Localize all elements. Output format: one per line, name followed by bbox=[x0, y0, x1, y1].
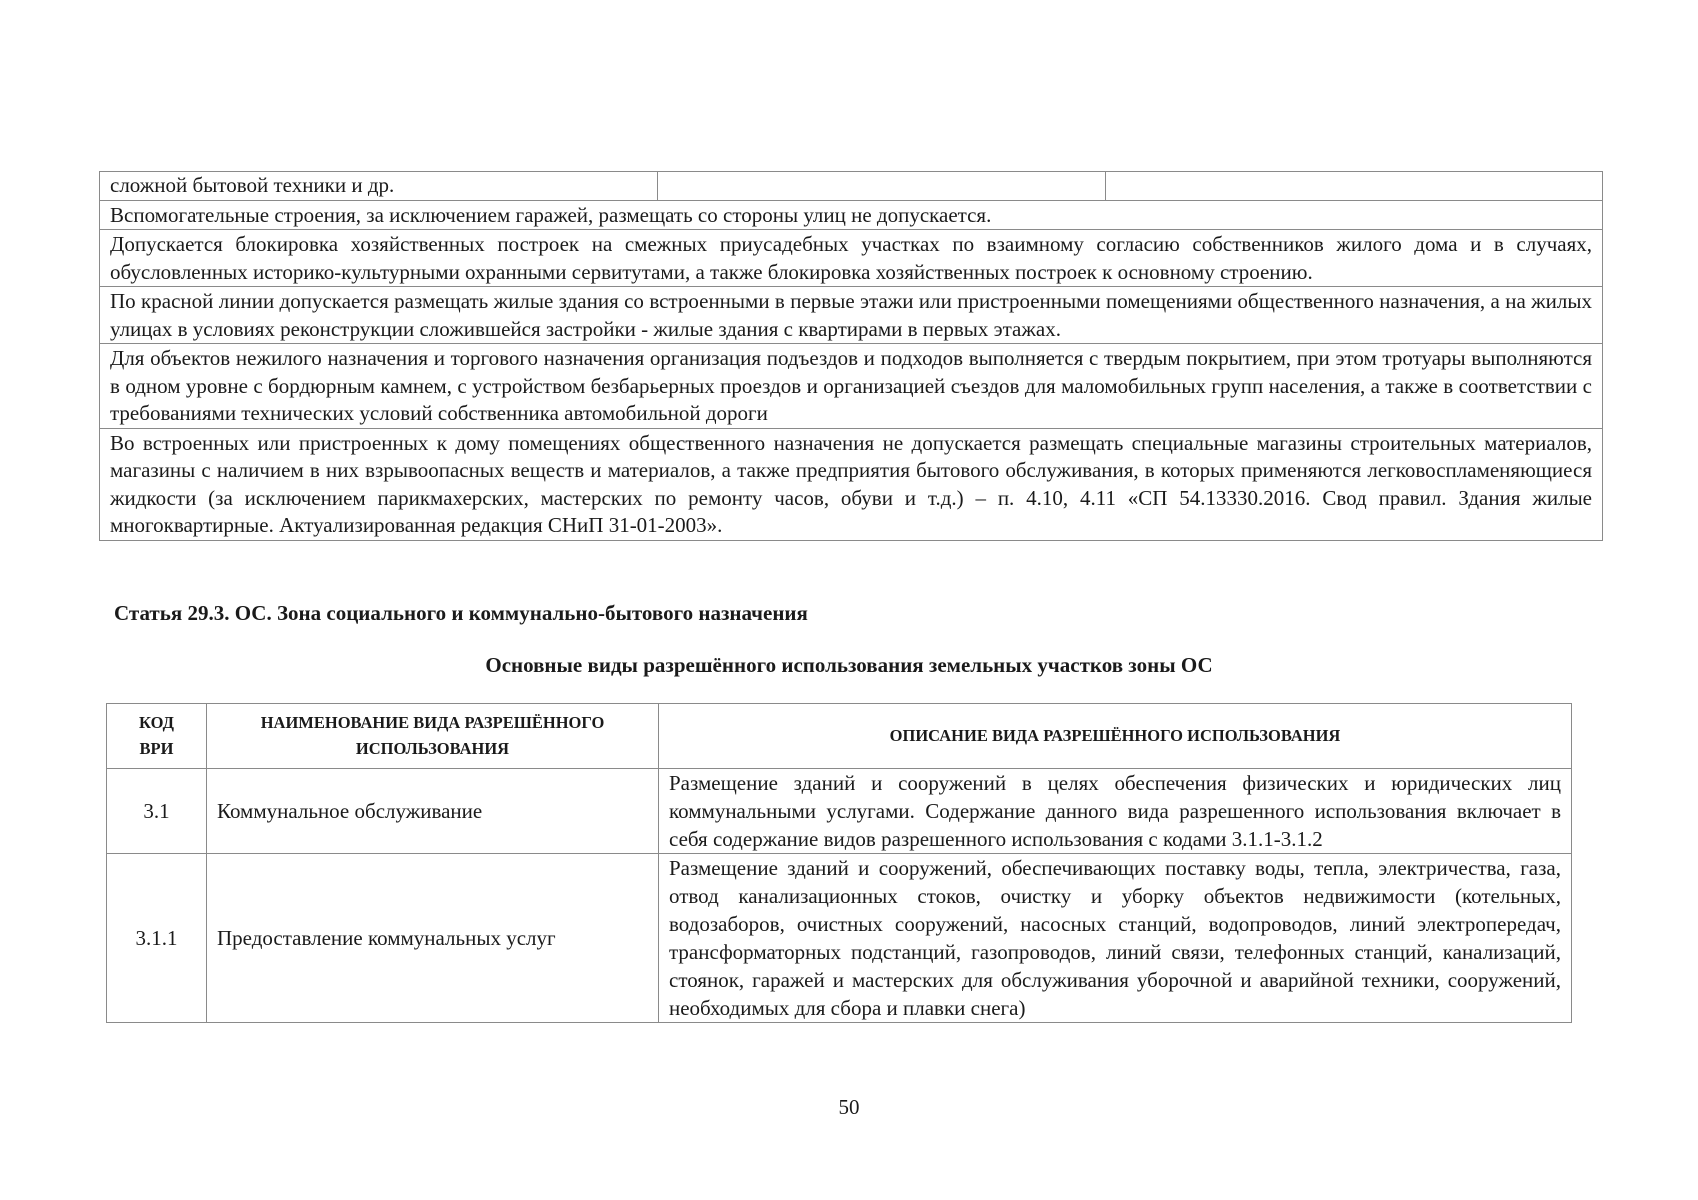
table-row bbox=[100, 428, 1603, 540]
header-code bbox=[107, 704, 207, 769]
name-cell: Предоставление коммунальных услуг bbox=[207, 854, 659, 1023]
header-desc: ОПИСАНИЕ ВИДА РАЗРЕШЁННОГО ИСПОЛЬЗОВАНИЯ bbox=[659, 704, 1572, 769]
table-row bbox=[107, 854, 1572, 1023]
continuation-table bbox=[99, 171, 1603, 541]
header-name-line1: НАИМЕНОВАНИЕ ВИДА РАЗРЕШЁННОГО bbox=[260, 713, 605, 732]
header-name bbox=[207, 704, 659, 769]
header-code-line1: КОД bbox=[139, 713, 174, 732]
table-cell: Для объектов нежилого назначения и торгового назначения организация подъездов и подходов выполняется с твердым покрытием, при этом тротуары выполняются в одном уровне с бордюрным камнем, с устройством безбарьерных проездов и организацией съездов для маломобильных групп населения, а также в соответствии с требованиями технических условий собственника автомобильной дороги bbox=[100, 344, 1603, 429]
table-cell: По красной линии допускается размещать жилые здания со встроенными в первые этажи или пристроенными помещениями общественного назначения, а на жилых улицах в условиях реконструкции сложившейся застройки - жилые здания с квартирами в первых этажах. bbox=[100, 287, 1603, 344]
description-cell: Размещение зданий и сооружений, обеспечивающих поставку воды, тепла, электричества, газа, отвод канализационных стоков, очистку и уборку объектов недвижимости (котельных, водозаборов, очистных сооружений, насосных станций, водопроводов, линий электропередач, трансформаторных подстанций, газопроводов, линий связи, телефонных станций, канализаций, стоянок, гаражей и мастерских для обслуживания уборочной и аварийной техники, сооружений, необходимых для сбора и плавки снега) bbox=[659, 854, 1572, 1023]
table-cell: Во встроенных или пристроенных к дому помещениях общественного назначения не допускается размещать специальные магазины строительных материалов, магазины с наличием в них взрывоопасных веществ и материалов, а также предприятия бытового обслуживания, в которых применяются легковоспламеняющиеся жидкости (за исключением парикмахерских, мастерских по ремонту часов, обуви и т.д.) – п. 4.10, 4.11 «СП 54.13330.2016. Свод правил. Здания жилые многоквартирные. Актуализированная редакция СНиП 31-01-2003». bbox=[100, 428, 1603, 540]
table-header-row bbox=[107, 704, 1572, 769]
table-cell: Допускается блокировка хозяйственных построек на смежных приусадебных участках по взаимному согласию собственников жилого дома и в случаях, обусловленных историко-культурными охранными сервитутами, а также блокировка хозяйственных построек к основному строению. bbox=[100, 230, 1603, 287]
header-name-line2: ИСПОЛЬЗОВАНИЯ bbox=[355, 739, 510, 758]
empty-cell bbox=[658, 172, 1106, 201]
table-row bbox=[100, 344, 1603, 429]
empty-cell bbox=[1106, 172, 1603, 201]
table-cell: Вспомогательные строения, за исключением гаражей, размещать со стороны улиц не допускается. bbox=[100, 200, 1603, 230]
code-cell: 3.1.1 bbox=[107, 854, 207, 1023]
table-row bbox=[100, 287, 1603, 344]
page-number: 50 bbox=[838, 1095, 860, 1119]
header-code-line2: ВРИ bbox=[139, 739, 174, 758]
table-row bbox=[107, 769, 1572, 854]
article-heading: Статья 29.3. ОС. Зона социального и коммунально-бытового назначения bbox=[114, 601, 808, 625]
code-cell: 3.1 bbox=[107, 769, 207, 854]
table-row bbox=[100, 230, 1603, 287]
description-cell: Размещение зданий и сооружений в целях обеспечения физических и юридических лиц коммунальными услугами. Содержание данного вида разрешенного использования включает в себя содержание видов разрешенного использования с кодами 3.1.1-3.1.2 bbox=[659, 769, 1572, 854]
name-cell: Коммунальное обслуживание bbox=[207, 769, 659, 854]
permitted-use-table bbox=[106, 703, 1572, 1023]
table-cell: сложной бытовой техники и др. bbox=[100, 172, 658, 201]
table-row bbox=[100, 172, 1603, 201]
table-caption: Основные виды разрешённого использования земельных участков зоны ОС bbox=[485, 653, 1213, 677]
table-row bbox=[100, 200, 1603, 230]
